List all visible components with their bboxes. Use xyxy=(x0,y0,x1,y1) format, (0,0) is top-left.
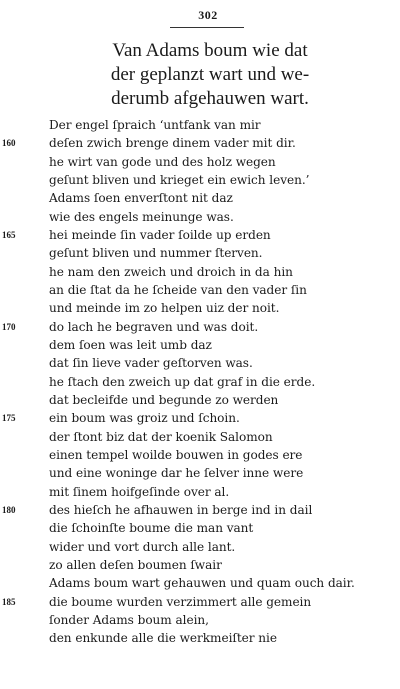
verse-number: 185 xyxy=(2,596,16,607)
verse-list xyxy=(0,116,400,648)
verse-line xyxy=(0,208,400,226)
verse-line xyxy=(0,391,400,409)
verse-text: geſunt bliven und krieget ein ewich leven.’ xyxy=(49,172,310,187)
verse-number: 170 xyxy=(2,321,16,332)
verse-line xyxy=(0,373,400,391)
verse-line xyxy=(0,611,400,629)
verse-text: hei meinde ſin vader ſoilde up erden xyxy=(49,227,271,242)
verse-line xyxy=(0,116,400,134)
verse-text: deſen zwich brenge dinem vader mit dir. xyxy=(49,136,296,151)
verse-line xyxy=(0,574,400,592)
verse-text: wider und vort durch alle lant. xyxy=(49,539,236,554)
verse-line xyxy=(0,336,400,354)
verse-text: he nam den zweich und droich in da hin xyxy=(49,264,293,279)
section-title-line: der geplanzt wart und we- xyxy=(110,64,310,85)
verse-line xyxy=(0,464,400,482)
verse-text: des hieſch he afhauwen in berge ind in dail xyxy=(49,502,313,517)
section-title-line: Van Adams boum wie dat xyxy=(112,40,308,61)
verse-text: Der engel ſpraich ‘untfank van mir xyxy=(49,118,261,132)
verse-line xyxy=(0,593,400,611)
verse-text: ein boum was groiz und ſchoin. xyxy=(49,411,240,426)
verse-text: he wirt van gode und des holz wegen xyxy=(49,154,276,169)
verse-text: geſunt bliven und nummer ſterven. xyxy=(49,246,263,261)
verse-line xyxy=(0,134,400,152)
verse-text: und meinde im zo helpen uiz der noit. xyxy=(49,301,280,316)
page-number: 302 xyxy=(198,8,218,22)
verse-line xyxy=(0,409,400,427)
header-rule xyxy=(170,27,244,28)
verse-line xyxy=(0,501,400,519)
verse-line xyxy=(0,538,400,556)
verse-text: an die ſtat da he ſcheide van den vader ſin xyxy=(49,282,307,297)
verse-text: wie des engels meinunge was. xyxy=(49,209,234,224)
verse-text: ſonder Adams boum alein, xyxy=(49,612,209,627)
verse-line xyxy=(0,556,400,574)
section-title xyxy=(60,39,360,111)
verse-text: dat becleifde und begunde zo werden xyxy=(49,392,279,407)
verse-text: einen tempel woilde bouwen in godes ere xyxy=(49,447,303,462)
verse-text: die ſchoinſte boume die man vant xyxy=(49,521,254,536)
verse-line xyxy=(0,171,400,189)
verse-text: zo allen deſen boumen ſwair xyxy=(49,557,222,572)
verse-line xyxy=(0,519,400,537)
verse-line xyxy=(0,226,400,244)
verse-line xyxy=(0,153,400,171)
verse-line xyxy=(0,318,400,336)
verse-line xyxy=(0,629,400,647)
verse-number: 180 xyxy=(2,504,16,515)
verse-line xyxy=(0,446,400,464)
verse-line xyxy=(0,483,400,501)
verse-text: und eine woninge dar he ſelver inne were xyxy=(49,466,304,481)
verse-text: he ſtach den zweich up dat graf in die erde. xyxy=(49,374,316,389)
verse-text: do lach he begraven und was doit. xyxy=(49,319,259,334)
verse-number: 165 xyxy=(2,229,16,240)
verse-number: 160 xyxy=(2,138,16,149)
verse-line xyxy=(0,244,400,262)
section-title-line: derumb afgehauwen wart. xyxy=(111,88,309,109)
verse-text: die boume wurden verzimmert alle gemein xyxy=(49,594,312,609)
verse-line xyxy=(0,263,400,281)
verse-line xyxy=(0,354,400,372)
verse-text: dat ſin lieve vader geſtorven was. xyxy=(49,356,253,371)
verse-line xyxy=(0,281,400,299)
verse-text: Adams ſoen enverſtont nit daz xyxy=(49,191,233,206)
verse-line xyxy=(0,299,400,317)
verse-number: 175 xyxy=(2,413,16,424)
verse-text: der ſtont biz dat der koenik Salomon xyxy=(49,429,273,444)
verse-line xyxy=(0,189,400,207)
verse-text: den enkunde alle die werkmeiſter nie xyxy=(49,631,277,646)
verse-text: Adams boum wart gehauwen und quam ouch dair. xyxy=(49,576,355,591)
verse-text: mit ſinem hoifgeſinde over al. xyxy=(49,484,230,499)
verse-line xyxy=(0,428,400,446)
verse-text: dem ſoen was leit umb daz xyxy=(49,337,212,352)
